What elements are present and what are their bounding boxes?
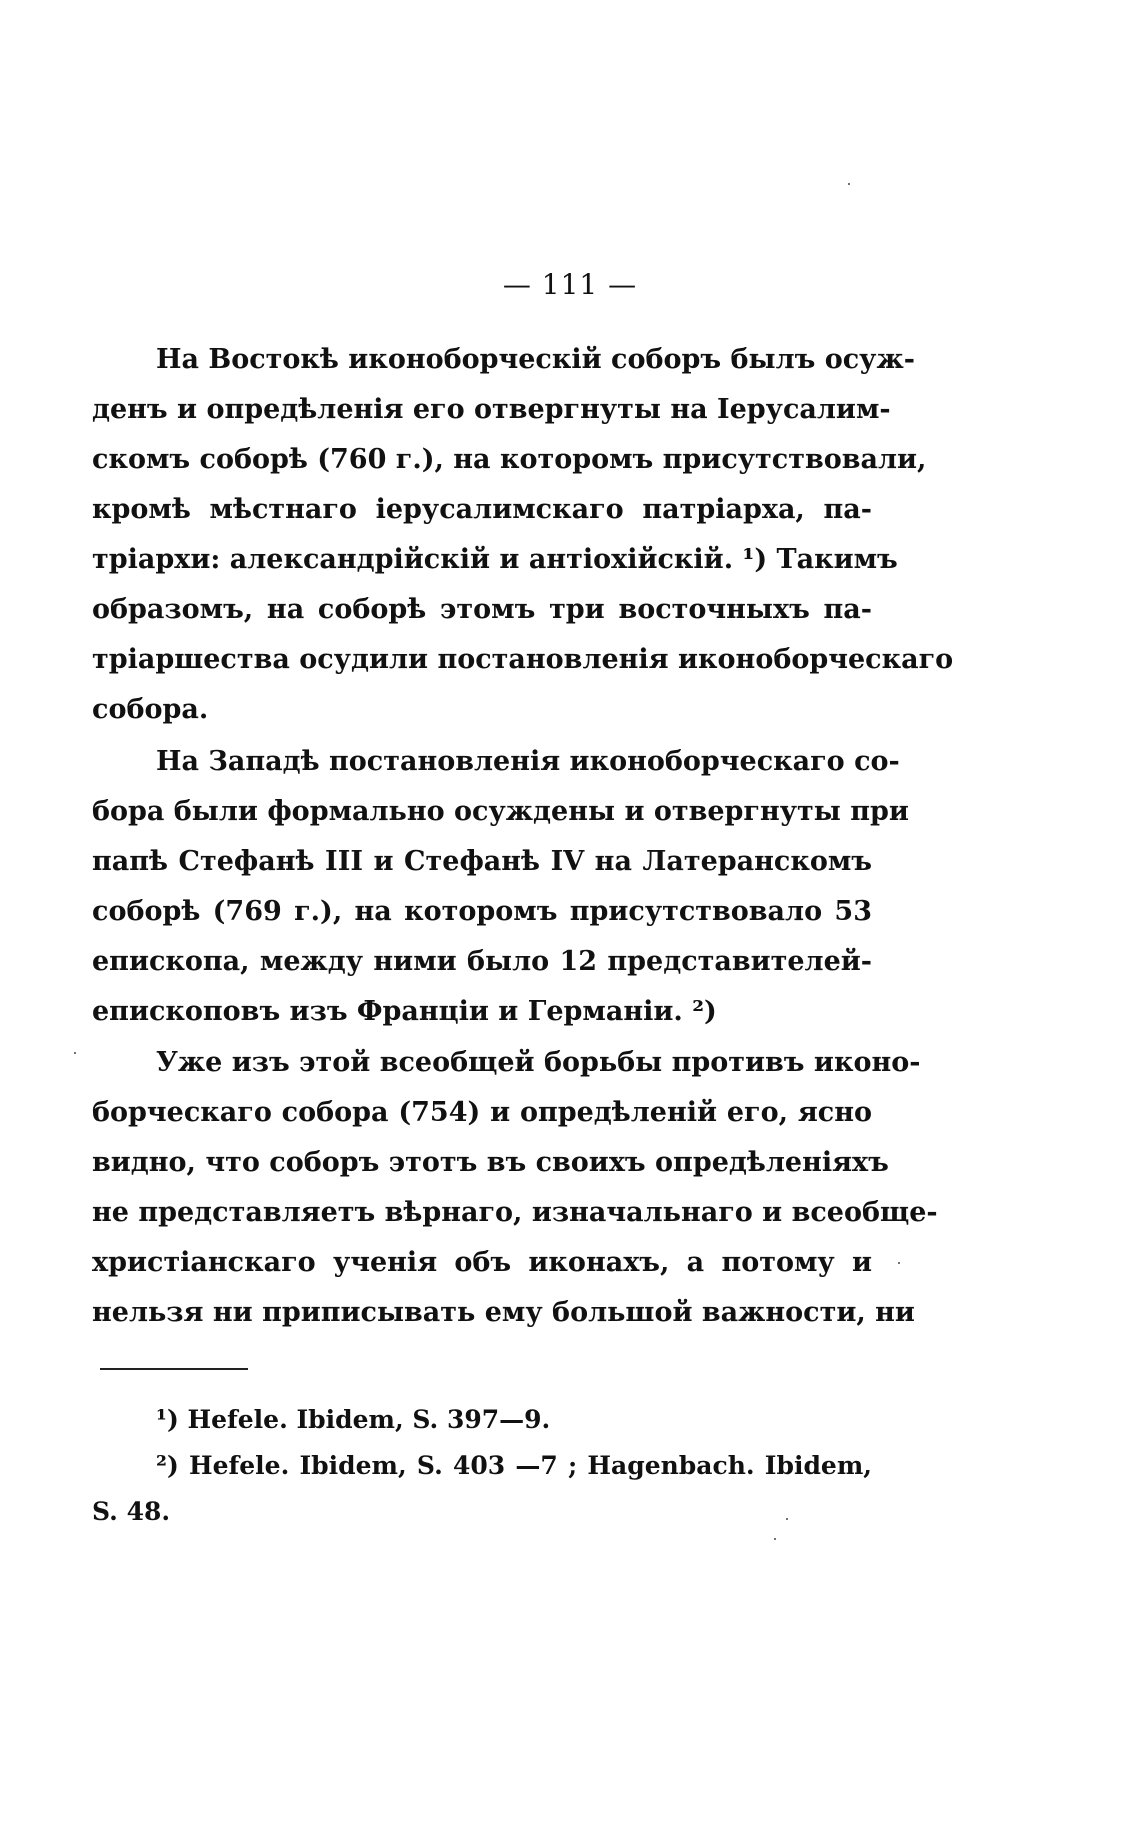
text-line: соборѣ (769 г.), на которомъ присутствовало 53 <box>92 896 872 927</box>
text-line: епископа, между ними было 12 представителей- <box>92 946 872 977</box>
text-line: нельзя ни приписывать ему большой важности, ни <box>92 1297 915 1328</box>
text-line: не представляетъ вѣрнаго, изначальнаго и всеобще- <box>92 1197 938 1228</box>
footnote-2-continuation: S. 48. <box>92 1497 171 1526</box>
scan-speck <box>898 1262 900 1264</box>
scan-speck <box>74 1052 76 1054</box>
scan-speck <box>786 1518 788 1520</box>
text-line: борческаго собора (754) и опредѣленій его, ясно <box>92 1097 872 1128</box>
footnote-2: ²) Hefele. Ibidem, S. 403 —7 ; Hagenbach. Ibidem, <box>156 1451 872 1480</box>
text-line: На Востокѣ иконоборческій соборъ былъ осуж- <box>156 344 915 375</box>
text-line: Уже изъ этой всеобщей борьбы противъ иконо- <box>156 1047 921 1078</box>
footnote-divider <box>100 1368 248 1370</box>
text-line: тріаршества осудили постановленія иконоборческаго <box>92 644 954 675</box>
scan-speck <box>848 183 850 185</box>
text-line: папѣ Стефанѣ III и Стефанѣ IV на Латеранскомъ <box>92 846 872 877</box>
page-number: — 111 — <box>502 268 638 301</box>
text-line: тріархи: александрійскій и антіохійскій. ¹) Такимъ <box>92 544 898 575</box>
text-line: бора были формально осуждены и отвергнуты при <box>92 796 909 827</box>
footnote-1: ¹) Hefele. Ibidem, S. 397—9. <box>156 1405 551 1434</box>
text-line: собора. <box>92 694 209 725</box>
text-line: кромѣ мѣстнаго іерусалимскаго патріарха, па- <box>92 494 872 525</box>
text-line: денъ и опредѣленія его отвергнуты на Іерусалим- <box>92 394 891 425</box>
scan-speck <box>774 1538 776 1540</box>
text-line: образомъ, на соборѣ этомъ три восточныхъ па- <box>92 594 872 625</box>
text-line: скомъ соборѣ (760 г.), на которомъ присутствовали, <box>92 444 927 475</box>
text-line: видно, что соборъ этотъ въ своихъ опредѣленіяхъ <box>92 1147 889 1178</box>
text-line: На Западѣ постановленія иконоборческаго со- <box>156 746 900 777</box>
text-line: епископовъ изъ Франціи и Германіи. ²) <box>92 996 717 1027</box>
text-line: христіанскаго ученія объ иконахъ, а потому и <box>92 1247 872 1278</box>
